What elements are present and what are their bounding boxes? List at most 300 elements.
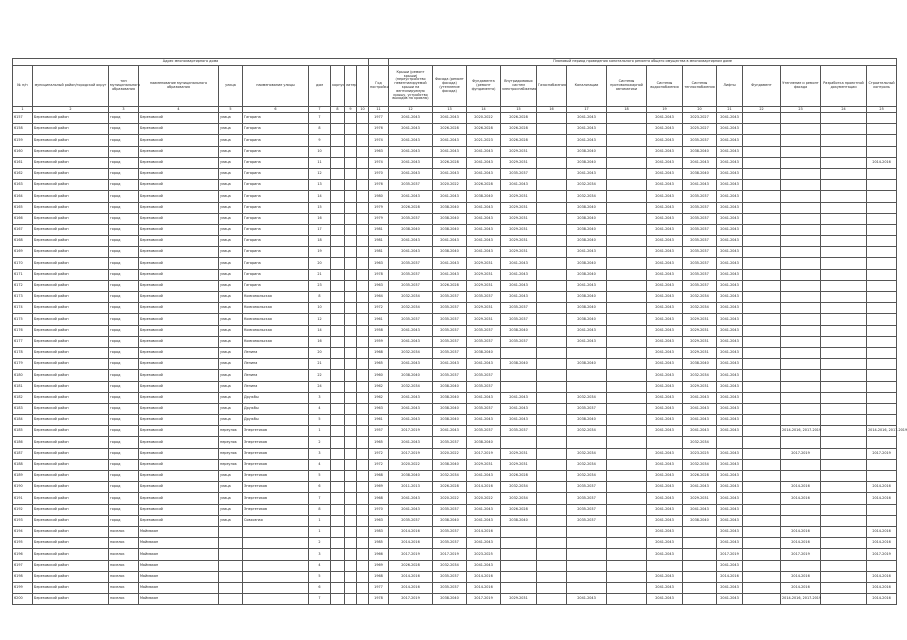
table-cell (867, 381, 897, 392)
column-header: тип муниципального образования (109, 66, 139, 107)
table-cell: город (109, 359, 139, 370)
table-cell: Березовский район (33, 280, 109, 291)
table-cell: улица (219, 213, 243, 224)
table-cell (331, 560, 345, 571)
table-cell: Березовский район (33, 258, 109, 269)
table-cell: Березовский район (33, 202, 109, 213)
table-cell (867, 415, 897, 426)
table-cell: 2041-2043 (567, 135, 607, 146)
table-cell: 2032-2034 (567, 392, 607, 403)
table-cell: Березовский район (33, 482, 109, 493)
table-cell: 2041-2043 (389, 359, 433, 370)
table-cell: Гагарина (243, 157, 309, 168)
table-cell: 2035-2037 (683, 224, 717, 235)
table-cell (743, 168, 781, 179)
table-cell (821, 280, 867, 291)
table-row (13, 191, 897, 202)
table-cell (537, 202, 567, 213)
table-cell (537, 280, 567, 291)
table-cell (743, 269, 781, 280)
table-cell (743, 415, 781, 426)
table-cell (867, 258, 897, 269)
table-cell: 2032-2034 (683, 303, 717, 314)
table-cell: 2014-2016 (467, 582, 501, 593)
table-row (13, 538, 897, 549)
table-cell: 2029-2031 (501, 157, 537, 168)
table-cell (781, 560, 821, 571)
table-cell (331, 426, 345, 437)
table-row (13, 292, 897, 303)
table-cell: поселок (109, 560, 139, 571)
table-cell: 1979 (369, 202, 389, 213)
table-cell: 1972 (369, 459, 389, 470)
table-cell (567, 370, 607, 381)
table-cell: 6196 (13, 549, 33, 560)
table-cell (607, 526, 647, 537)
table-cell: 2035-2037 (501, 426, 537, 437)
table-cell (537, 549, 567, 560)
table-cell (867, 459, 897, 470)
table-cell: 2023-2027 (683, 113, 717, 124)
table-cell: 2014-2016 (867, 482, 897, 493)
table-cell (867, 280, 897, 291)
table-cell (331, 459, 345, 470)
table-cell (743, 594, 781, 605)
table-cell (683, 594, 717, 605)
table-cell: Маймакан (139, 538, 219, 549)
table-cell: 6160 (13, 146, 33, 157)
table-cell: Березовский район (33, 415, 109, 426)
table-cell: 2035-2037 (389, 515, 433, 526)
table-cell (607, 493, 647, 504)
table-cell: 6184 (13, 415, 33, 426)
table-cell: 2041-2043 (647, 168, 683, 179)
table-cell: 2041-2043 (647, 258, 683, 269)
table-cell (821, 292, 867, 303)
table-cell (345, 538, 357, 549)
table-cell (821, 571, 867, 582)
table-cell: 2041-2043 (647, 236, 683, 247)
table-row (13, 515, 897, 526)
table-cell: 2041-2043 (647, 504, 683, 515)
table-cell: Березовский (139, 303, 219, 314)
table-cell (357, 403, 369, 414)
table-cell: 2041-2043 (501, 392, 537, 403)
table-cell: Березовский (139, 213, 219, 224)
table-cell (607, 515, 647, 526)
table-cell: город (109, 236, 139, 247)
table-cell (331, 292, 345, 303)
table-cell: 2014-2016 (867, 526, 897, 537)
table-cell: 2041-2043 (647, 347, 683, 358)
table-cell: 2041-2043 (501, 415, 537, 426)
column-number: 13 (433, 107, 467, 113)
table-cell: город (109, 493, 139, 504)
table-cell: 2041-2043 (683, 157, 717, 168)
table-cell (781, 415, 821, 426)
table-cell (821, 325, 867, 336)
table-cell: 2041-2043 (717, 157, 743, 168)
table-cell: 2026-2028 (433, 157, 467, 168)
table-cell: 14 (309, 191, 331, 202)
table-cell: 1968 (369, 571, 389, 582)
table-cell: 2014-2016 (781, 482, 821, 493)
table-cell: 5 (309, 415, 331, 426)
table-cell: Энергетиков (243, 437, 309, 448)
column-number: 20 (683, 107, 717, 113)
table-cell (781, 213, 821, 224)
table-cell: 2041-2043 (717, 471, 743, 482)
table-cell: Березовский (139, 280, 219, 291)
table-cell (331, 571, 345, 582)
table-cell: 2041-2043 (567, 336, 607, 347)
table-cell (345, 135, 357, 146)
table-cell: улица (219, 515, 243, 526)
table-cell (331, 549, 345, 560)
table-cell: 1978 (369, 269, 389, 280)
table-cell: Березовский (139, 437, 219, 448)
table-cell: Березовский район (33, 549, 109, 560)
table-cell: улица (219, 202, 243, 213)
table-cell (867, 370, 897, 381)
table-cell: 2035-2037 (467, 426, 501, 437)
table-cell (357, 236, 369, 247)
column-header: Системы противопожарной автоматики (607, 66, 647, 107)
table-cell (357, 325, 369, 336)
table-row (13, 269, 897, 280)
table-cell: 2035-2037 (501, 336, 537, 347)
table-cell: Гагарина (243, 213, 309, 224)
table-cell (331, 247, 345, 258)
table-cell: 2026-2028 (501, 504, 537, 515)
table-cell: 2032-2034 (683, 459, 717, 470)
table-cell (607, 113, 647, 124)
table-row (13, 236, 897, 247)
table-cell: 2041-2043 (647, 269, 683, 280)
table-cell (821, 113, 867, 124)
table-cell: 2041-2043 (567, 594, 607, 605)
table-cell (357, 448, 369, 459)
table-cell: 2041-2043 (389, 146, 433, 157)
table-cell: 21 (309, 269, 331, 280)
table-cell: 2035-2037 (683, 202, 717, 213)
table-cell: 16 (309, 336, 331, 347)
table-cell: 2041-2043 (683, 180, 717, 191)
table-cell: 2041-2043 (467, 359, 501, 370)
table-cell (243, 582, 309, 593)
table-cell: улица (219, 269, 243, 280)
table-cell: 6186 (13, 437, 33, 448)
table-cell: 2038-2040 (433, 213, 467, 224)
table-cell: поселок (109, 582, 139, 593)
column-header: наименование муниципального образования (139, 66, 219, 107)
table-cell (537, 258, 567, 269)
table-cell: 2041-2043 (389, 415, 433, 426)
table-cell: Березовский (139, 415, 219, 426)
table-cell (357, 292, 369, 303)
table-cell: Березовский район (33, 526, 109, 537)
table-cell (219, 526, 243, 537)
table-cell: 6 (309, 482, 331, 493)
table-cell (331, 113, 345, 124)
table-cell: 6193 (13, 515, 33, 526)
table-cell (331, 168, 345, 179)
table-cell (683, 526, 717, 537)
table-cell (743, 549, 781, 560)
table-cell (357, 493, 369, 504)
table-cell: 2041-2043 (647, 426, 683, 437)
table-cell: улица (219, 504, 243, 515)
table-row (13, 403, 897, 414)
table-cell: 1985 (369, 538, 389, 549)
table-cell (821, 538, 867, 549)
table-cell (219, 582, 243, 593)
table-cell (607, 146, 647, 157)
table-cell: 2041-2043 (683, 482, 717, 493)
table-cell (867, 168, 897, 179)
table-cell (537, 515, 567, 526)
table-cell (781, 459, 821, 470)
table-cell: Березовский (139, 236, 219, 247)
table-cell: Комсомольская (243, 314, 309, 325)
table-cell: 2029-2031 (683, 381, 717, 392)
table-cell: Березовский (139, 325, 219, 336)
table-cell (607, 135, 647, 146)
table-cell (717, 437, 743, 448)
column-header: улица (219, 66, 243, 107)
table-cell (501, 571, 537, 582)
table-row (13, 493, 897, 504)
table-cell: 2041-2043 (683, 504, 717, 515)
column-header-row (13, 66, 897, 107)
table-cell: 2041-2043 (389, 157, 433, 168)
table-row (13, 168, 897, 179)
table-cell: 6197 (13, 560, 33, 571)
table-row (13, 549, 897, 560)
table-cell: город (109, 403, 139, 414)
table-cell: Березовский (139, 247, 219, 258)
table-cell: 2032-2034 (683, 292, 717, 303)
table-cell: переулок (219, 437, 243, 448)
table-cell: 23 (309, 280, 331, 291)
table-cell: 2041-2043 (717, 336, 743, 347)
table-cell: 2035-2037 (567, 515, 607, 526)
table-cell: 18 (309, 236, 331, 247)
table-cell (607, 381, 647, 392)
table-cell: Комсомольская (243, 303, 309, 314)
table-cell: 2032-2034 (389, 303, 433, 314)
table-cell: Дружбы (243, 403, 309, 414)
table-cell (743, 303, 781, 314)
table-cell (607, 292, 647, 303)
table-cell: 2038-2040 (389, 370, 433, 381)
table-cell: Березовский (139, 258, 219, 269)
table-cell (821, 213, 867, 224)
table-cell (331, 213, 345, 224)
table-cell: Гагарина (243, 236, 309, 247)
table-cell (537, 381, 567, 392)
table-cell: Совхозная (243, 515, 309, 526)
table-cell: 2041-2043 (717, 515, 743, 526)
table-cell: 2035-2037 (567, 493, 607, 504)
table-cell: 16 (309, 213, 331, 224)
table-cell: 2041-2043 (647, 325, 683, 336)
table-cell (345, 426, 357, 437)
table-cell: 2041-2043 (567, 247, 607, 258)
table-cell: 1976 (369, 124, 389, 135)
table-cell (821, 269, 867, 280)
table-cell: Березовский район (33, 113, 109, 124)
table-cell (743, 571, 781, 582)
table-cell (567, 549, 607, 560)
table-cell: 8 (309, 292, 331, 303)
table-cell: Березовский (139, 191, 219, 202)
table-cell (537, 594, 567, 605)
table-cell (357, 381, 369, 392)
table-cell (243, 526, 309, 537)
table-cell: Гагарина (243, 202, 309, 213)
table-cell: 2029-2031 (501, 191, 537, 202)
table-cell: Гагарина (243, 135, 309, 146)
table-cell (537, 538, 567, 549)
table-cell: 2041-2043 (467, 538, 501, 549)
table-cell (743, 493, 781, 504)
table-cell: 2035-2037 (389, 258, 433, 269)
table-cell: город (109, 381, 139, 392)
table-cell: 2038-2040 (467, 347, 501, 358)
table-cell (607, 392, 647, 403)
table-cell (501, 582, 537, 593)
table-cell: Березовский район (33, 448, 109, 459)
table-cell (607, 582, 647, 593)
table-cell: 2041-2043 (717, 392, 743, 403)
table-cell (781, 113, 821, 124)
table-cell (607, 347, 647, 358)
table-cell: 2029-2031 (467, 314, 501, 325)
table-cell: 2038-2040 (433, 594, 467, 605)
table-cell: Березовский район (33, 191, 109, 202)
table-cell (781, 303, 821, 314)
table-cell (537, 135, 567, 146)
table-cell: 2041-2043 (389, 135, 433, 146)
table-row (13, 247, 897, 258)
column-number: 25 (867, 107, 897, 113)
table-cell: 2035-2037 (683, 191, 717, 202)
table-cell: 6176 (13, 325, 33, 336)
table-cell: 2038-2040 (433, 381, 467, 392)
table-cell (345, 493, 357, 504)
table-cell: улица (219, 168, 243, 179)
table-cell: переулок (219, 426, 243, 437)
table-cell: 2041-2043 (389, 392, 433, 403)
table-cell: 2041-2043 (717, 280, 743, 291)
table-cell: 2035-2037 (467, 325, 501, 336)
table-cell (607, 157, 647, 168)
table-cell: 6198 (13, 571, 33, 582)
table-cell: 20 (309, 258, 331, 269)
table-cell (781, 202, 821, 213)
table-cell (345, 258, 357, 269)
table-cell: 1968 (369, 493, 389, 504)
table-cell (357, 280, 369, 291)
table-cell (537, 437, 567, 448)
table-cell: 6167 (13, 224, 33, 235)
table-cell: 2026-2028 (467, 180, 501, 191)
table-cell: 1 (309, 426, 331, 437)
table-cell (537, 448, 567, 459)
table-cell: Березовский (139, 392, 219, 403)
table-cell: 1960 (369, 370, 389, 381)
table-cell: 2014-2016 (867, 157, 897, 168)
table-cell (867, 347, 897, 358)
table-cell: 2041-2043 (717, 403, 743, 414)
table-cell (331, 538, 345, 549)
table-cell: улица (219, 471, 243, 482)
table-cell: 2035-2037 (433, 347, 467, 358)
table-cell: 1972 (369, 303, 389, 314)
table-cell: 2014-2016 (867, 582, 897, 593)
table-cell: 1972 (369, 448, 389, 459)
table-row (13, 224, 897, 235)
table-cell: 1962 (369, 392, 389, 403)
table-cell: 2035-2037 (683, 135, 717, 146)
table-cell: 2035-2037 (501, 303, 537, 314)
table-cell: Березовский район (33, 336, 109, 347)
table-cell (781, 146, 821, 157)
table-cell (743, 247, 781, 258)
table-cell (345, 247, 357, 258)
table-cell (781, 392, 821, 403)
table-cell: 2026-2028 (501, 113, 537, 124)
table-cell: 1968 (369, 347, 389, 358)
table-cell: 1970 (369, 504, 389, 515)
table-cell: 2035-2037 (433, 538, 467, 549)
table-cell (607, 168, 647, 179)
table-cell (357, 347, 369, 358)
table-cell: город (109, 180, 139, 191)
table-cell (331, 202, 345, 213)
table-cell: 1969 (369, 482, 389, 493)
table-cell (743, 292, 781, 303)
table-cell (357, 124, 369, 135)
table-cell: город (109, 314, 139, 325)
table-cell: город (109, 135, 139, 146)
table-cell: Березовский (139, 482, 219, 493)
table-cell: Березовский (139, 224, 219, 235)
table-cell (607, 191, 647, 202)
table-cell (357, 336, 369, 347)
table-cell: 2041-2043 (389, 113, 433, 124)
table-cell: 2041-2043 (567, 325, 607, 336)
table-cell (607, 314, 647, 325)
table-cell: 2041-2043 (717, 594, 743, 605)
table-cell: 2041-2043 (647, 526, 683, 537)
table-cell: 3 (309, 448, 331, 459)
table-cell: 17 (309, 224, 331, 235)
table-cell: 2035-2037 (683, 269, 717, 280)
table-cell: 21 (309, 359, 331, 370)
table-cell: Маймакан (139, 582, 219, 593)
table-cell: Березовский (139, 459, 219, 470)
table-cell (607, 549, 647, 560)
table-cell: город (109, 515, 139, 526)
table-cell (867, 124, 897, 135)
table-cell: 2038-2040 (389, 471, 433, 482)
table-cell: 2038-2040 (567, 292, 607, 303)
table-cell: 2041-2043 (467, 213, 501, 224)
table-cell: город (109, 415, 139, 426)
table-cell (331, 325, 345, 336)
